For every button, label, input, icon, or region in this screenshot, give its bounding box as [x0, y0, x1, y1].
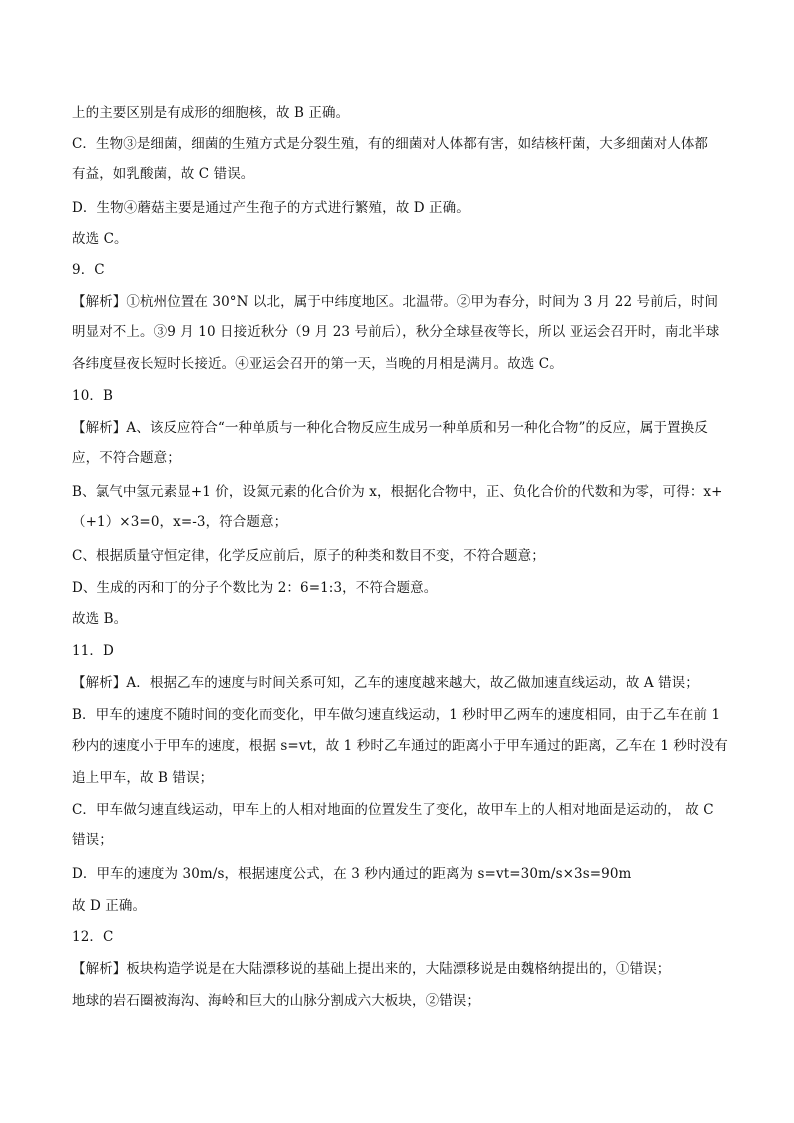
- text-line: C、根据质量守恒定律，化学反应前后，原子的种类和数目不变，不符合题意；: [72, 548, 545, 564]
- text-line: 【解析】A、该反应符合“一种单质与一种化合物反应生成另一种单质和另一种化合物”的反应，属于置换反: [72, 420, 708, 436]
- text-line: D、生成的丙和丁的分子个数比为 2：6=1:3，不符合题意。: [72, 580, 438, 596]
- text-line: 应，不符合题意；: [72, 450, 181, 466]
- text-line: B．甲车的速度不随时间的变化而变化，甲车做匀速直线运动，1 秒时甲乙两车的速度相同，由于乙车在前 1: [72, 707, 721, 723]
- text-line: B、氯气中氢元素显+1 价，设氮元素的化合价为 x，根据化合物中，正、负化合价的代数和为零，可得：x+: [72, 484, 723, 500]
- text-line: C．生物③是细菌，细菌的生殖方式是分裂生殖，有的细菌对人体都有害，如结核杆菌，大多细菌对人体都: [72, 136, 709, 152]
- text-line: C．甲车做匀速直线运动，甲车上的人相对地面的位置发生了变化，故甲车上的人相对地面是运动的， 故 C: [72, 802, 714, 818]
- text-line: 地球的岩石圈被海沟、海岭和巨大的山脉分割成六大板块，②错误；: [72, 993, 480, 1009]
- text-line: 明显对不上。③9 月 10 日接近秋分（9 月 23 号前后），秋分全球昼夜等长，所以 亚运会召开时，南北半球: [72, 324, 720, 340]
- text-line: 错误；: [72, 832, 113, 848]
- text-line: 【解析】①杭州位置在 30°N 以北，属于中纬度地区。北温带。②甲为春分，时间为 3 月 22 号前后，时间: [72, 294, 719, 310]
- question-number: 10．B: [72, 388, 113, 404]
- text-line: D．甲车的速度为 30m/s，根据速度公式，在 3 秒内通过的距离为 s=vt=30m/s×3s=90m: [72, 866, 632, 882]
- text-line: 各纬度昼夜长短时长接近。④亚运会召开的第一天，当晚的月相是满月。故选 C。: [72, 356, 563, 372]
- text-line: 追上甲车，故 B 错误；: [72, 770, 214, 786]
- text-line: 故选 B。: [72, 611, 128, 627]
- text-line: 【解析】A．根据乙车的速度与时间关系可知，乙车的速度越来越大，故乙做加速直线运动，故 A 错误；: [72, 675, 699, 691]
- question-number: 11．D: [72, 643, 114, 659]
- text-line: 有益，如乳酸菌，故 C 错误。: [72, 166, 255, 182]
- question-number: 12．C: [72, 929, 114, 945]
- text-line: （+1）×3=0，x=-3，符合题意；: [72, 514, 288, 530]
- text-line: 秒内的速度小于甲车的速度，根据 s=vt，故 1 秒时乙车通过的距离小于甲车通过的距离，乙车在 1 秒时没有: [72, 738, 728, 754]
- text-line: D．生物④蘑菇主要是通过产生孢子的方式进行繁殖，故 D 正确。: [72, 200, 470, 216]
- question-number: 9．C: [72, 262, 105, 278]
- text-line: 故 D 正确。: [72, 898, 147, 914]
- text-line: 【解析】板块构造学说是在大陆漂移说的基础上提出来的，大陆漂移说是由魏格纳提出的，①错误；: [72, 961, 671, 977]
- text-line: 上的主要区别是有成形的细胞核，故 B 正确。: [72, 105, 350, 121]
- text-line: 故选 C。: [72, 231, 128, 247]
